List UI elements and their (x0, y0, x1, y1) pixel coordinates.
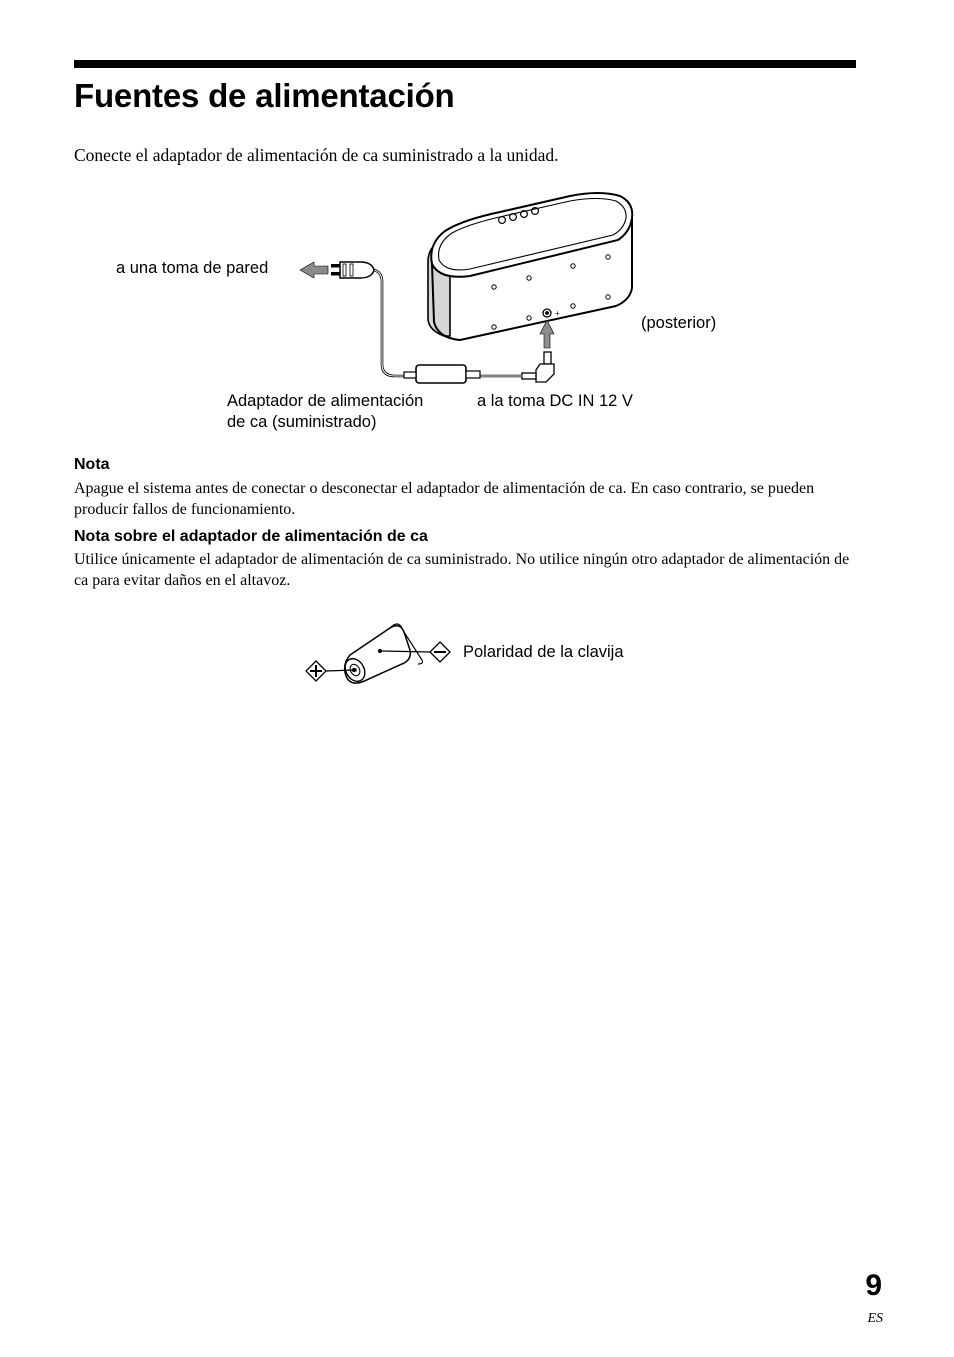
negative-polarity-icon (430, 642, 450, 662)
intro-paragraph: Conecte el adaptador de alimentación de ca suministrado a la unidad. (74, 145, 559, 165)
arrow-left-icon (300, 262, 328, 278)
wall-plug-illustration (331, 262, 374, 278)
label-rear-view: (posterior) (641, 314, 717, 332)
label-ac-adapter-line2: de ca (suministrado) (227, 413, 377, 431)
label-ac-adapter (227, 391, 423, 433)
note-heading: Nota (74, 456, 110, 473)
speaker-unit-illustration (428, 193, 632, 340)
positive-polarity-icon (306, 661, 326, 681)
arrow-up-icon (540, 320, 554, 348)
power-cable (374, 270, 522, 376)
label-dc-in-jack: a la toma DC IN 12 V (477, 392, 633, 410)
plug-polarity-illustration (306, 624, 450, 685)
label-plug-polarity: Polaridad de la clavija (463, 643, 624, 661)
label-ac-adapter-line1: Adaptador de alimentación (227, 392, 424, 410)
language-code: ES (867, 1311, 883, 1326)
ac-adapter-illustration (404, 365, 480, 383)
svg-text:+: + (555, 309, 560, 318)
adapter-note-heading: Nota sobre el adaptador de alimentación de ca (74, 528, 428, 545)
dc-plug-illustration (522, 352, 554, 382)
title-rule (74, 60, 856, 68)
page-title: Fuentes de alimentación (74, 77, 455, 114)
note-body: Apague el sistema antes de conectar o desconectar el adaptador de alimentación de ca. En caso contrario, se pueden producir fallos de funcionamiento. (74, 480, 815, 518)
page-number: 9 (865, 1269, 882, 1302)
label-wall-outlet: a una toma de pared (116, 259, 269, 277)
adapter-note-body: Utilice únicamente el adaptador de alimentación de ca suministrado. No utilice ningún otro adaptador de alimentación de ca para evitar daños en el altavoz. (74, 551, 850, 589)
